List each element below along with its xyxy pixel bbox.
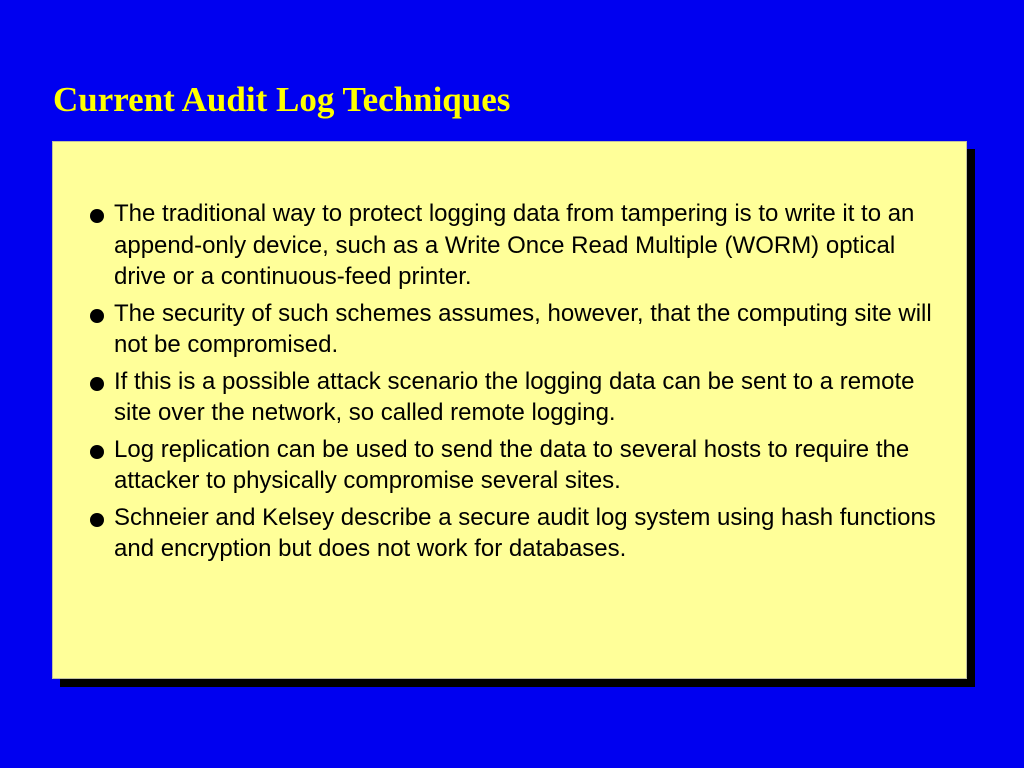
bullet-item: [89, 502, 939, 565]
bullet-dot-icon: [90, 377, 104, 391]
bullet-dot-icon: [90, 445, 104, 459]
content-panel: [52, 141, 967, 679]
bullet-dot-icon: [90, 513, 104, 527]
bullet-dot-icon: [90, 309, 104, 323]
bullet-text: The security of such schemes assumes, however, that the computing site will not be compromised.: [114, 299, 932, 358]
slide-title: Current Audit Log Techniques: [53, 80, 511, 119]
bullet-item: [89, 298, 939, 361]
bullet-text: Log replication can be used to send the data to several hosts to require the attacker to physically compromise several sites.: [114, 435, 910, 494]
bullet-text: The traditional way to protect logging data from tampering is to write it to an append-only device, such as a Write Once Read Multiple (WORM) optical drive or a continuous-feed printer.: [114, 200, 915, 290]
bullet-list: [89, 198, 939, 570]
bullet-item: [89, 198, 939, 293]
bullet-dot-icon: [90, 209, 104, 223]
bullet-text: If this is a possible attack scenario the logging data can be sent to a remote site over the network, so called remote logging.: [114, 367, 915, 426]
bullet-item: [89, 366, 939, 429]
bullet-item: [89, 434, 939, 497]
bullet-text: Schneier and Kelsey describe a secure audit log system using hash functions and encryption but does not work for databases.: [114, 503, 936, 562]
